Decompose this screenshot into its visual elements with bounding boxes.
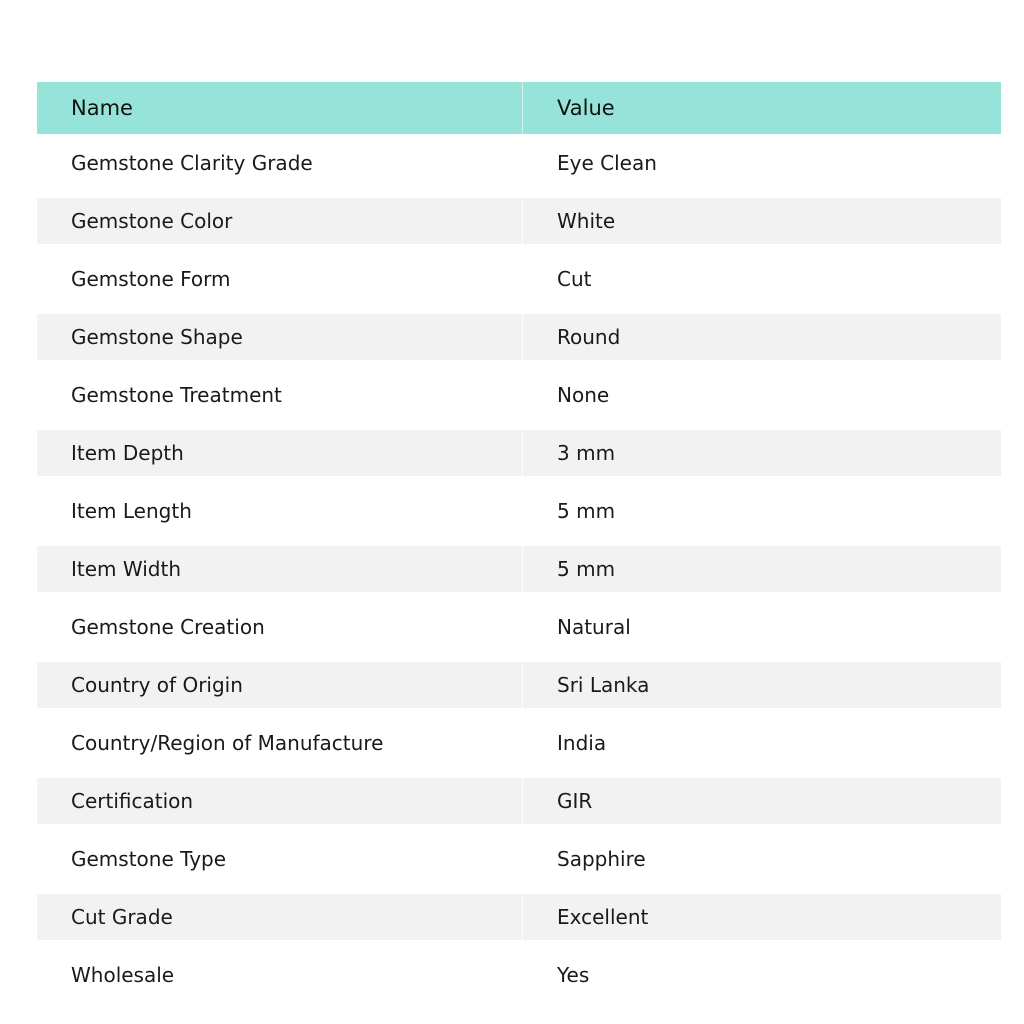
row-value-cell: Natural [557, 615, 631, 639]
row-value-cell: 5 mm [523, 540, 1001, 598]
table-row [37, 946, 1001, 1004]
row-value-cell: Sapphire [557, 847, 646, 871]
table-header-row [37, 82, 1001, 134]
row-value-cell: Eye Clean [557, 151, 657, 175]
table-row [37, 888, 1001, 946]
row-value-cell: Round [523, 308, 1001, 366]
row-value-cell: 3 mm [523, 424, 1001, 482]
table-row [37, 134, 1001, 192]
row-name-cell: Certification [37, 772, 523, 830]
table-row [37, 424, 1001, 482]
row-name-cell: Gemstone Type [37, 830, 523, 888]
table-row [37, 366, 1001, 424]
row-name-cell: Country/Region of Manufacture [37, 714, 523, 772]
table-row [37, 772, 1001, 830]
table-row [37, 656, 1001, 714]
row-value-cell: None [557, 383, 610, 407]
table-row [37, 598, 1001, 656]
column-header-value: Value [523, 82, 1001, 134]
row-name-cell: Gemstone Clarity Grade [37, 134, 523, 192]
row-name-cell: Gemstone Form [37, 250, 523, 308]
table-row [37, 192, 1001, 250]
table-row [37, 714, 1001, 772]
row-name-cell: Item Length [37, 482, 523, 540]
row-name-cell: Item Depth [37, 424, 523, 482]
row-name-cell: Gemstone Treatment [37, 366, 523, 424]
table-row [37, 830, 1001, 888]
column-header-name: Name [37, 82, 523, 134]
row-name-cell: Wholesale [37, 946, 523, 1004]
row-value-cell: 5 mm [557, 499, 616, 523]
item-specifics-table [37, 82, 1001, 1004]
row-value-cell: Yes [557, 963, 590, 987]
table-row [37, 308, 1001, 366]
row-name-cell: Gemstone Creation [37, 598, 523, 656]
table-header [37, 82, 1001, 134]
row-value-cell: India [557, 731, 607, 755]
table-body [37, 134, 1001, 1004]
table-row [37, 540, 1001, 598]
row-name-cell: Gemstone Color [37, 192, 523, 250]
row-value-cell: GIR [523, 772, 1001, 830]
row-name-cell: Item Width [37, 540, 523, 598]
row-name-cell: Cut Grade [37, 888, 523, 946]
table-row [37, 250, 1001, 308]
row-name-cell: Country of Origin [37, 656, 523, 714]
row-value-cell: White [523, 192, 1001, 250]
table-row [37, 482, 1001, 540]
row-value-cell: Cut [557, 267, 592, 291]
row-name-cell: Gemstone Shape [37, 308, 523, 366]
row-value-cell: Excellent [523, 888, 1001, 946]
row-value-cell: Sri Lanka [523, 656, 1001, 714]
